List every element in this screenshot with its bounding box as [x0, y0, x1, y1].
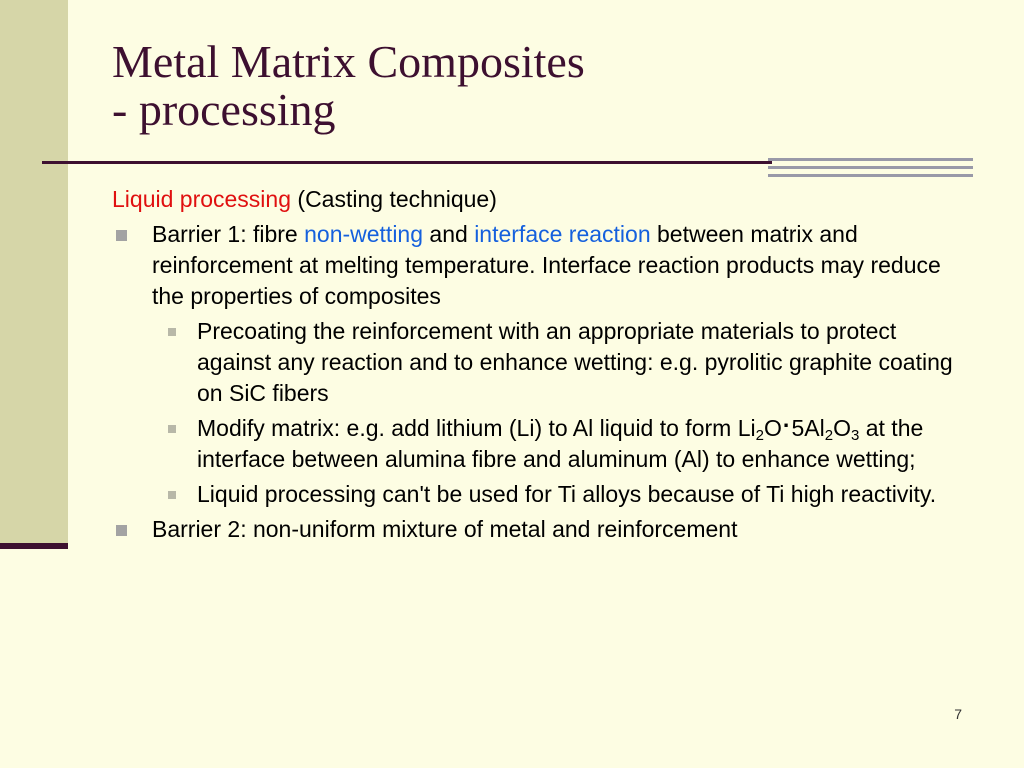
modify-matrix-text-b: at the interface between alumina fibre and aluminum (Al) to enhance wetting; [197, 415, 924, 472]
barrier1-text-a: Barrier 1: fibre [152, 221, 305, 247]
sub-bullet-modify-matrix [112, 413, 972, 475]
title-divider-decoration [768, 158, 973, 178]
barrier1-text-c: between matrix and reinforcement at melting temperature. Interface reaction products may reduce the properties of composites [152, 221, 941, 309]
square-bullet-icon [116, 525, 127, 536]
sub-bullet-precoating [112, 316, 972, 409]
title-line-1: Metal Matrix Composites [112, 36, 585, 87]
barrier1-text-b: and [423, 221, 475, 247]
bullet-barrier-2 [112, 514, 972, 545]
sidebar-panel [0, 0, 68, 545]
precoating-text: Precoating the reinforcement with an appropriate materials to protect against any reaction and to enhance wetting: e.g. pyrolitic graphite coating on SiC fibers [197, 318, 953, 406]
square-bullet-icon [168, 328, 176, 336]
section-subhead [112, 184, 972, 215]
subhead-rest: (Casting technique) [291, 186, 497, 212]
square-bullet-icon [168, 425, 176, 433]
square-bullet-icon [168, 491, 176, 499]
subhead-highlight: Liquid processing [112, 186, 292, 212]
chemical-formula: $Li_2O\cdot 5Al_2O_3$ [737, 412, 860, 444]
highlight-non-wetting: non-wetting [304, 221, 424, 247]
title-divider [42, 161, 772, 164]
sub-bullet-ti-alloys [112, 479, 972, 510]
barrier2-text: Barrier 2: non-uniform mixture of metal and reinforcement [152, 516, 738, 542]
slide-body [112, 184, 972, 549]
page-number: 7 [954, 706, 962, 722]
slide-title [112, 38, 585, 134]
ti-alloys-text: Liquid processing can't be used for Ti alloys because of Ti high reactivity. [197, 481, 937, 507]
sidebar-accent-bar [0, 543, 68, 549]
title-line-2: - processing [112, 84, 336, 135]
highlight-interface-reaction: interface reaction [474, 221, 651, 247]
modify-matrix-text-a: Modify matrix: e.g. add lithium (Li) to Al liquid to form [197, 415, 738, 441]
bullet-barrier-1 [112, 219, 972, 312]
square-bullet-icon [116, 230, 127, 241]
